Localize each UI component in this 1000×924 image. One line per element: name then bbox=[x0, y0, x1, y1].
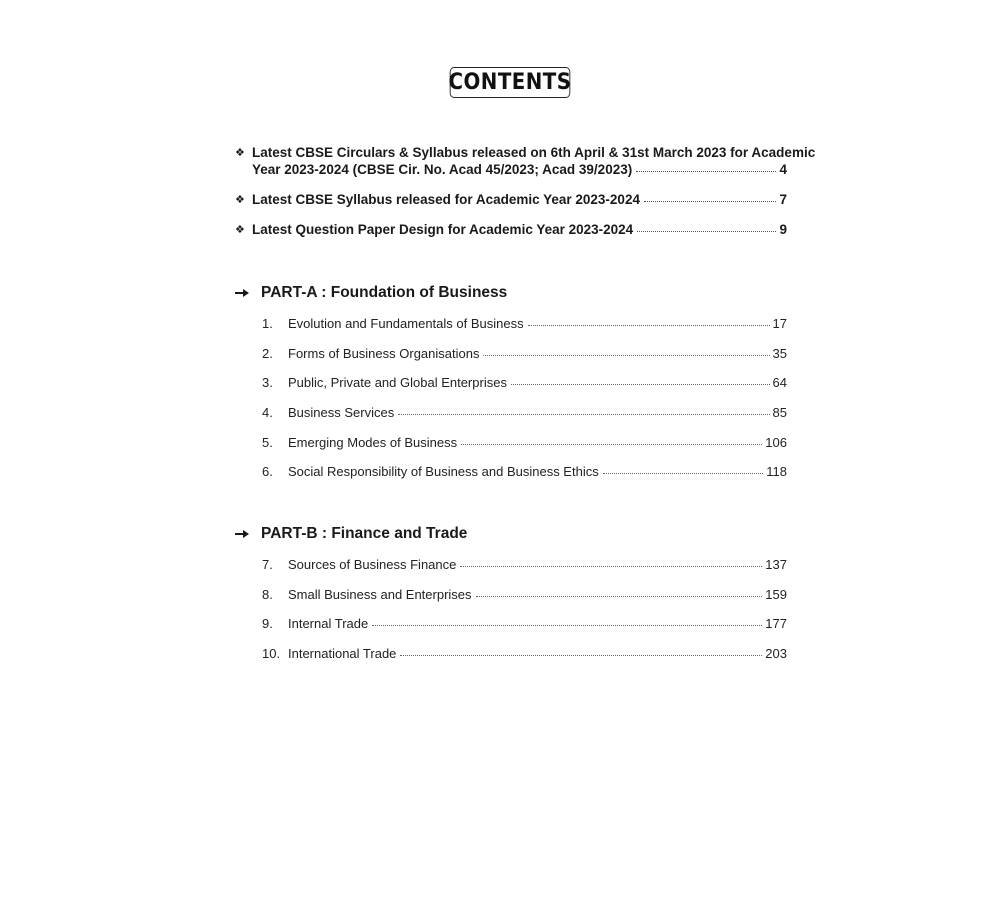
chapter-title: Evolution and Fundamentals of Business bbox=[288, 316, 524, 331]
page-number: 203 bbox=[765, 646, 787, 661]
dotted-leader bbox=[400, 655, 762, 656]
chapter-number: 10. bbox=[262, 646, 281, 661]
chapter-number: 1. bbox=[262, 316, 273, 331]
page-number: 118 bbox=[766, 464, 787, 479]
intro-item-row bbox=[252, 222, 787, 237]
diamond-bullet-icon: ❖ bbox=[235, 194, 245, 206]
dotted-leader bbox=[637, 231, 776, 232]
dotted-leader bbox=[460, 566, 762, 567]
part-a-title: PART-A : Foundation of Business bbox=[261, 284, 508, 301]
page-number: 85 bbox=[772, 405, 787, 420]
chapter-number: 4. bbox=[262, 405, 273, 420]
chapter-row[interactable] bbox=[262, 464, 787, 479]
chapter-row[interactable] bbox=[262, 557, 787, 572]
intro-item-line2-row bbox=[252, 162, 787, 177]
page-number: 177 bbox=[765, 616, 787, 631]
page-number: 64 bbox=[772, 375, 787, 390]
intro-item-line2: Year 2023-2024 (CBSE Cir. No. Acad 45/2023; Acad 39/2023) bbox=[252, 162, 633, 177]
page-number: 9 bbox=[779, 222, 787, 237]
part-b-heading bbox=[235, 525, 467, 543]
chapter-title: Sources of Business Finance bbox=[288, 557, 457, 572]
chapter-row[interactable] bbox=[262, 405, 787, 420]
dotted-leader bbox=[528, 325, 770, 326]
arrow-right-icon bbox=[235, 288, 249, 298]
chapter-title: Internal Trade bbox=[288, 616, 369, 631]
dotted-leader bbox=[636, 171, 776, 172]
chapter-row[interactable] bbox=[262, 435, 787, 450]
chapter-row[interactable] bbox=[262, 646, 787, 661]
intro-item-text: Latest Question Paper Design for Academic Year 2023-2024 bbox=[252, 222, 634, 237]
intro-item-text: Latest CBSE Syllabus released for Academic Year 2023-2024 bbox=[252, 192, 640, 207]
dotted-leader bbox=[461, 444, 762, 445]
chapter-row[interactable] bbox=[262, 375, 787, 390]
page-number: 106 bbox=[765, 435, 787, 450]
dotted-leader bbox=[644, 201, 777, 202]
diamond-bullet-icon: ❖ bbox=[235, 224, 245, 236]
chapter-title: Small Business and Enterprises bbox=[288, 587, 472, 602]
chapter-number: 8. bbox=[262, 587, 273, 602]
intro-item[interactable] bbox=[235, 192, 787, 210]
intro-item[interactable] bbox=[235, 145, 816, 181]
diamond-bullet-icon: ❖ bbox=[235, 147, 245, 159]
chapter-row[interactable] bbox=[262, 346, 787, 361]
chapter-title: Business Services bbox=[288, 405, 395, 420]
part-b-title: PART-B : Finance and Trade bbox=[261, 525, 468, 542]
chapter-number: 9. bbox=[262, 616, 273, 631]
dotted-leader bbox=[476, 596, 763, 597]
page-number: 17 bbox=[772, 316, 787, 331]
chapter-title: Social Responsibility of Business and Business Ethics bbox=[288, 464, 599, 479]
chapter-number: 3. bbox=[262, 375, 273, 390]
chapter-row[interactable] bbox=[262, 316, 787, 331]
contents-title: CONTENTS bbox=[450, 67, 571, 98]
chapter-title: Emerging Modes of Business bbox=[288, 435, 458, 450]
arrow-right-icon bbox=[235, 529, 249, 539]
dotted-leader bbox=[398, 414, 769, 415]
chapter-number: 5. bbox=[262, 435, 273, 450]
chapter-row[interactable] bbox=[262, 587, 787, 602]
page-number: 35 bbox=[772, 346, 787, 361]
chapter-title: Forms of Business Organisations bbox=[288, 346, 480, 361]
page-number: 159 bbox=[765, 587, 787, 602]
page-number: 7 bbox=[779, 192, 787, 207]
page-number: 4 bbox=[779, 162, 787, 177]
dotted-leader bbox=[372, 625, 762, 626]
chapter-title: Public, Private and Global Enterprises bbox=[288, 375, 507, 390]
intro-item-line1: Latest CBSE Circulars & Syllabus released on 6th April & 31st March 2023 for Academic bbox=[252, 145, 816, 160]
dotted-leader bbox=[483, 355, 769, 356]
chapter-number: 6. bbox=[262, 464, 273, 479]
chapter-title: International Trade bbox=[288, 646, 397, 661]
dotted-leader bbox=[511, 384, 770, 385]
chapter-row[interactable] bbox=[262, 616, 787, 631]
chapter-number: 7. bbox=[262, 557, 273, 572]
intro-item-row bbox=[252, 192, 787, 207]
chapter-number: 2. bbox=[262, 346, 273, 361]
part-a-heading bbox=[235, 284, 507, 302]
dotted-leader bbox=[603, 473, 764, 474]
intro-item[interactable] bbox=[235, 222, 787, 240]
page-number: 137 bbox=[765, 557, 787, 572]
